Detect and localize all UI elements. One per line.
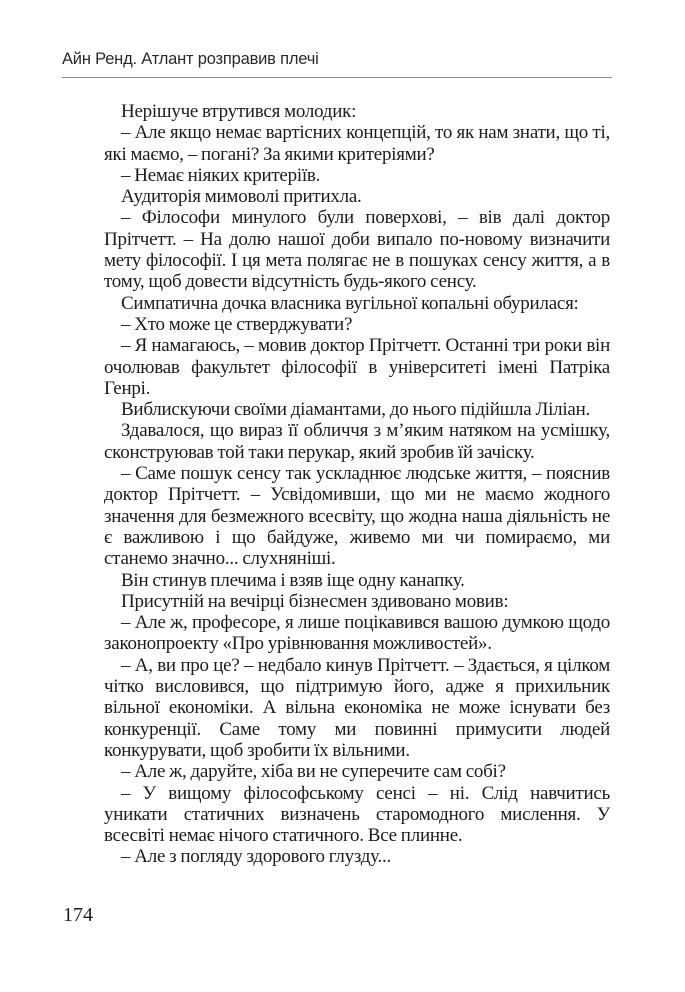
running-head: Айн Ренд. Атлант розправив плечі bbox=[62, 50, 319, 68]
header-rule bbox=[62, 77, 612, 78]
page-number: 174 bbox=[63, 904, 93, 926]
paragraph: Присутній на вечірці бізнесмен здивовано мовив: bbox=[121, 590, 509, 612]
paragraph: Виблискуючи своїми діамантами, до нього підійшла Ліліан. bbox=[121, 399, 591, 421]
paragraph: Нерішуче втрутився молодик: bbox=[121, 101, 357, 122]
paragraph: – Філософи минулого були поверхові, – вів далі доктор Прітчетт. – На долю нашої доби випало по-новому визначити мету філософії. І ця мета полягає не в пошуках сенсу життя, а в тому, щоб довести відсутність будь-якого сенсу. bbox=[104, 207, 610, 293]
paragraph: – Але ж, даруйте, хіба ви не суперечите сам собі? bbox=[121, 761, 506, 783]
paragraph: – Хто може це стверджувати? bbox=[121, 313, 353, 335]
paragraph: – Але якщо немає вартісних концепцій, то як нам знати, що ті, які маємо, – погані? За якими критеріями? bbox=[104, 122, 610, 165]
paragraph: – Але ж, професоре, я лише поцікавився вашою думкою щодо законопроекту «Про урівнювання можливостей». bbox=[104, 612, 610, 655]
paragraph: – Немає ніяких критеріїв. bbox=[121, 164, 321, 186]
paragraph: – Саме пошук сенсу так ускладнює людське життя, – пояснив доктор Прітчетт. – Усвідомивши, що ми не маємо жодного значення для безмежного всесвіту, що жодна наша діяльність не є важливою і що байдуже, живемо ми чи помираємо, ми станемо значно... слухнянішi. bbox=[104, 463, 610, 570]
paragraph: Здавалося, що вираз її обличчя з м’яким натяком на усмішку, сконструював той таки перукар, який зробив їй зачіску. bbox=[104, 420, 610, 463]
paragraph: Аудиторія мимоволі притихла. bbox=[121, 186, 362, 208]
paragraph: – Але з погляду здорового глузду... bbox=[121, 846, 392, 868]
paragraph: – У вищому філософському сенсі – ні. Слід навчитись уникати статичних визначень старомодного мислення. У всесвіті немає нічого статичного. Все плинне. bbox=[104, 782, 610, 847]
paragraph: Симпатична дочка власника вугільної копальні обурилася: bbox=[121, 292, 579, 314]
paragraph: Він стинув плечима і взяв іще одну канапку. bbox=[121, 569, 465, 591]
body-text bbox=[104, 101, 610, 868]
paragraph: – А, ви про це? – недбало кинув Прітчетт. – Здається, я цілком чітко висловився, що підтримую його, адже я прихильник вільної економіки. А вільна економіка не може існувати без конкуренції. Саме тому ми повинні примусити людей конкурувати, щоб зробити їх вільними. bbox=[104, 654, 610, 761]
paragraph: – Я намагаюсь, – мовив доктор Прітчетт. Останні три роки він очолював факультет філософії в університеті імені Патріка Генрі. bbox=[104, 335, 610, 399]
